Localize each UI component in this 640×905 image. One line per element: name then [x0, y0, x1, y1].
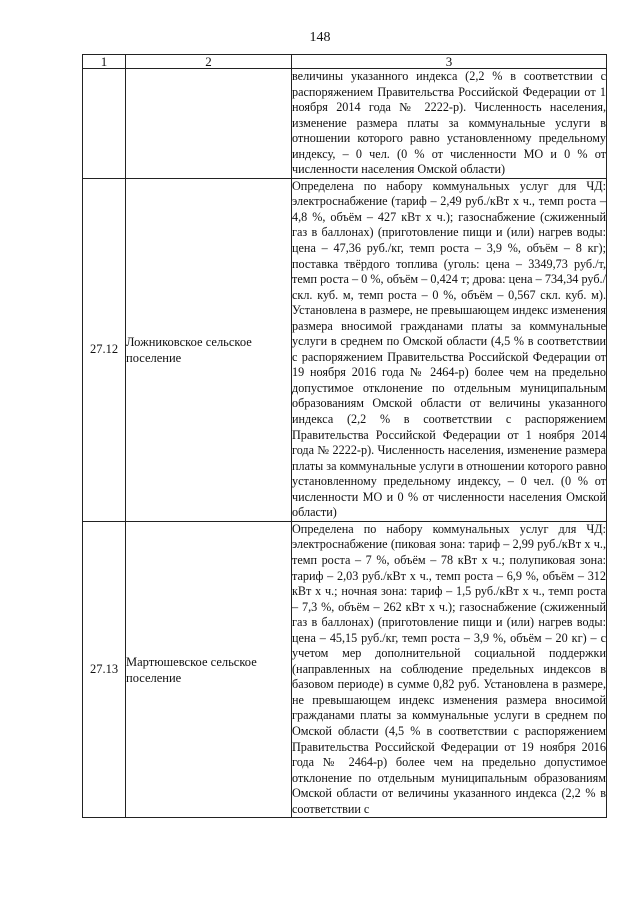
page-number: 148 — [309, 30, 331, 45]
header-col-1: 1 — [83, 55, 126, 69]
header-col-3: 3 — [292, 55, 607, 69]
row-description: Определена по набору коммунальных услуг для ЧД: электроснабжение (пиковая зона: тариф – 2,99 руб./кВт х ч., темп роста – 7 %, объём – 78 кВт х ч.; полупиковая зона: тариф – 2,03 руб./кВт х ч., темп роста – 6,9 %, объём – 312 кВт х ч.; ночная зона: тариф – 1,5 руб./кВт х ч., темп роста – 7,3 %, объём – 262 кВт х ч.); газоснабжение (сжиженный газ в баллонах) (приготовление пищи и (или) нагрев воды: цена – 45,15 руб./кг, темп роста – 3,9 %, объём – 20 кг) – с учетом мер дополнительной социальной поддержки (направленных на соблюдение предельных индексов в базовом периоде) в сумме 0,82 руб. Установлена в размере, не превышающем индекс изменения размера вносимой гражданами платы за коммунальные услуги в среднем по Омской области (4,5 % в соответствии с распоряжением Правительства Российской Федерации от 19 ноября 2016 года № 2464-р) более чем на предельно допустимое отклонение по отдельным муниципальным образованиям Омской области от величины указанного индекса (2,2 % в соответствии с — [292, 521, 607, 817]
settlement-name: Мартюшевское сельское поселение — [126, 521, 292, 817]
row-number — [83, 69, 126, 179]
table-row — [83, 69, 607, 179]
table-row — [83, 521, 607, 817]
row-number: 27.13 — [83, 521, 126, 817]
table-row — [83, 178, 607, 521]
settlement-name: Ложниковское сельское поселение — [126, 178, 292, 521]
document-table — [82, 54, 607, 818]
row-number: 27.12 — [83, 178, 126, 521]
row-description: величины указанного индекса (2,2 % в соответствии с распоряжением Правительства Российской Федерации от 1 ноября 2014 года № 2222-р). Численность населения, изменение размера платы за коммунальные услуги в отношении которого равно установленному предельному индексу, – 0 чел. (0 % от численности МО и 0 % от численности населения Омской области) — [292, 69, 607, 179]
settlement-name — [126, 69, 292, 179]
header-col-2: 2 — [126, 55, 292, 69]
table-header-row — [83, 55, 607, 69]
row-description: Определена по набору коммунальных услуг для ЧД: электроснабжение (тариф – 2,49 руб./кВт х ч., темп роста – 4,8 %, объём – 427 кВт х ч.); газоснабжение (сжиженный газ в баллонах) (приготовление пищи и (или) нагрев воды: цена – 47,36 руб./кг, темп роста – 3,9 %, объём – 8 кг); поставка твёрдого топлива (уголь: цена – 3349,73 руб./т, темп роста – 0 %, объём – 0,424 т; дрова: цена – 734,34 руб./скл. куб. м, темп роста – 0 %, объём – 0,567 скл. куб. м). Установлена в размере, не превышающем индекс изменения размера вносимой гражданами платы за коммунальные услуги в среднем по Омской области (4,5 % в соответствии с распоряжением Правительства Российской Федерации от 19 ноября 2016 года № 2464-р) более чем на предельно допустимое отклонение по отдельным муниципальным образованиям Омской области от величины указанного индекса (2,2 % в соответствии с распоряжением Правительства Российской Федерации от 1 ноября 2014 года № 2222-р). Численность населения, изменение размера платы за коммунальные услуги в отношении которого равно установленному предельному индексу, – 0 чел. (0 % от численности МО и 0 % от численности населения Омской области) — [292, 178, 607, 521]
